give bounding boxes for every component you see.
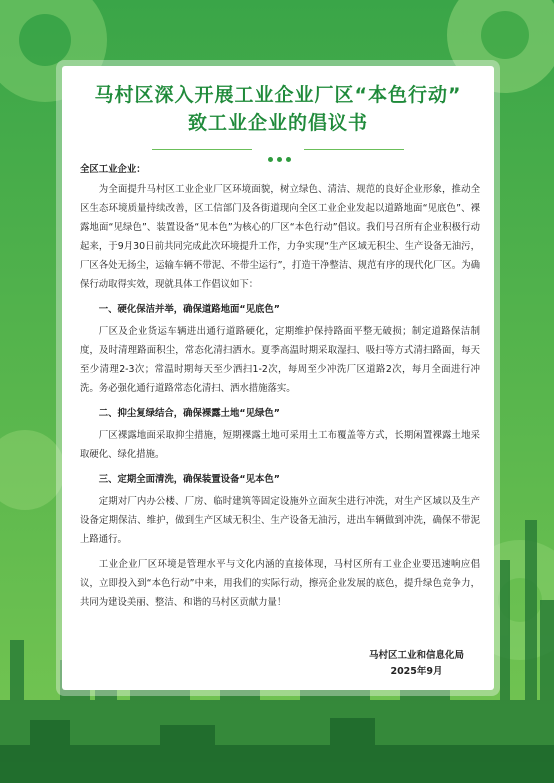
section-heading: 二、抑尘复绿结合，确保裸露土地“见绿色” <box>98 408 280 419</box>
salutation: 全区工业企业： <box>80 164 146 175</box>
section-text: 厂区裸露地面采取抑尘措施，短期裸露土地可采用土工布覆盖等方式，长期闲置裸露土地采取硬化、绿化措施。 <box>80 430 480 460</box>
signature-date: 2025年9月 <box>390 666 443 677</box>
page-subtitle: 致工业企业的倡议书 <box>187 112 368 134</box>
signature-org: 马村区工业和信息化局 <box>368 650 464 661</box>
section-heading: 一、硬化保洁并举，确保道路地面“见底色” <box>98 304 280 315</box>
proposal-panel <box>62 66 494 690</box>
intro-paragraph: 为全面提升马村区工业企业厂区环境面貌，树立绿色、清洁、规范的良好企业形象，推动全区生态环境质量持续改善，区工信部门及各街道现向全区工业企业发起以道路地面“见底色”、裸露地面“见绿色”、装置设备“见本色”为核心的厂区“本色行动”倡议。我们号召所有企业积极行动起来，于9月30日前共同完成此次环境提升工作，力争实现“生产区域无积尘、生产设备无油污，厂区各处无扬尘，运输车辆不带泥、不带尘运行”，打造干净整洁、规范有序的现代化厂区。为确保行动取得实效，现就具体工作倡议如下： <box>80 184 480 290</box>
section-heading: 三、定期全面清洗，确保装置设备“见本色” <box>98 474 280 485</box>
page-title: 马村区深入开展工业企业厂区“本色行动” <box>94 84 462 106</box>
section-text: 定期对厂内办公楼、厂房、临时建筑等固定设施外立面灰尘进行冲洗，对生产区域以及生产设备定期保洁、维护，做到生产区域无积尘、生产设备无油污，进出车辆做到冲洗，确保不带泥上路通行。 <box>80 496 480 545</box>
section-text: 厂区及企业货运车辆进出通行道路硬化，定期维护保持路面平整无破损；制定道路保洁制度，及时清理路面积尘，常态化清扫洒水。夏季高温时期采取湿扫、吸扫等方式清扫路面，每天至少清理2-3次；常温时期每天至少洒扫1-2次，每周至少冲洗厂区道路2次，每月全面进行冲洗。务必强化通行道路常态化清扫、洒水措施落实。 <box>80 326 480 394</box>
title-divider <box>152 145 404 155</box>
signature-block <box>369 648 464 680</box>
closing-paragraph: 工业企业厂区环境是管理水平与文化内涵的直接体现，马村区所有工业企业要迅速响应倡议，立即投入到“本色行动”中来，用我们的实际行动，擦亮企业发展的底色，提升绿色竞争力，共同为建设美丽、整洁、和谐的马村区贡献力量！ <box>80 559 480 608</box>
document-body <box>80 160 480 612</box>
